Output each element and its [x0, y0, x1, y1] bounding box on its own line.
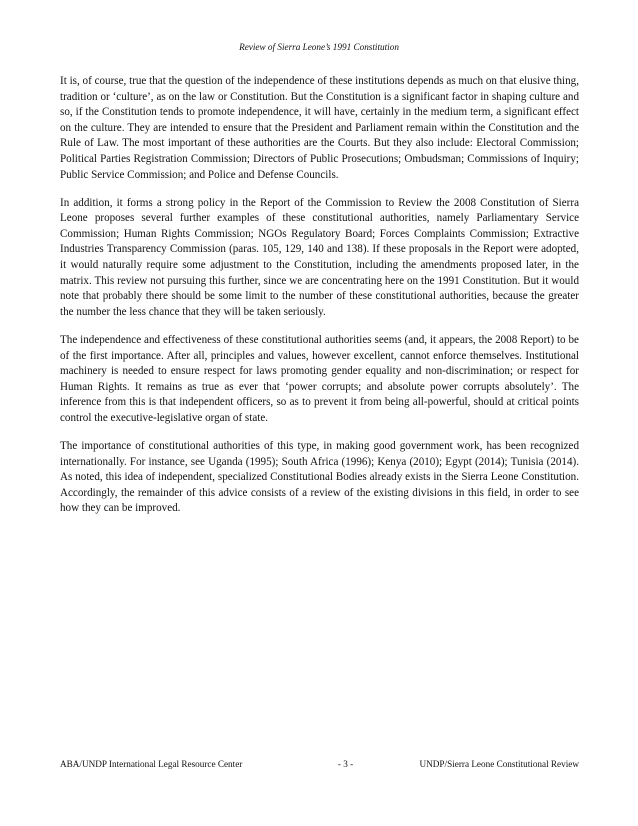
- paragraph-effectiveness: The independence and effectiveness of these constitutional authorities seems (and, it appears, the 2008 Report) to be of the first importance. After all, principles and values, however excellent, cannot enforce themselves. Institutional machinery is needed to ensure respect for laws promoting gender equality and non-discrimination; or respect for Human Rights. It remains as true as ever that ‘power corrupts; and absolute power corrupts absolutely’. The inference from this is that independent officers, so as to prevent it from being all-powerful, should at critical points control the executive-legislative organ of state.: [60, 333, 579, 424]
- running-header: Review of Sierra Leone’s 1991 Constitution: [239, 42, 399, 52]
- page-number: - 3 -: [337, 759, 354, 769]
- footer-organization: ABA/UNDP International Legal Resource Center: [60, 759, 243, 769]
- paragraph-international-recognition: The importance of constitutional authorities of this type, in making good government work, has been recognized internationally. For instance, see Uganda (1995); South Africa (1996); Kenya (2010); Egypt (2014); Tunisia (2014). As noted, this idea of independent, specialized Constitutional Bodies already exists in the Sierra Leone Constitution. Accordingly, the remainder of this advice consists of a review of the existing divisions in this field, in order to see how they can be improved.: [60, 439, 579, 515]
- page-body: [60, 74, 579, 529]
- paragraph-independence-culture: It is, of course, true that the question of the independence of these institutions depends as much on that elusive thing, tradition or ‘culture’, as on the law or Constitution. But the Constitution is a significant factor in shaping culture and so, if the Constitution tends to promote independence, it will have, certainly in the medium term, a significant effect on the culture. They are intended to ensure that the President and Parliament remain within the Constitution and the Rule of Law. The most important of these authorities are the Courts. But they also include: Electoral Commission; Political Parties Registration Commission; Directors of Public Prosecutions; Ombudsman; Commissions of Inquiry; Public Service Commission; and Police and Defense Councils.: [60, 75, 579, 181]
- paragraph-2008-report-proposals: In addition, it forms a strong policy in the Report of the Commission to Review the 2008 Constitution of Sierra Leone proposes several further examples of these constitutional authorities, namely Parliamentary Service Commission; Human Rights Commission; NGOs Regulatory Board; Forces Complaints Commission; Extractive Industries Transparency Commission (paras. 105, 129, 140 and 138). If these proposals in the Report were adopted, it would naturally require some adjustment to the Constitution, including the amendments proposed later, in the matrix. This review not pursuing this further, since we are concentrating here on the 1991 Constitution. But it would note that probably there should be some limit to the number of these constitutional authorities, because the greater the number the less chance that they will be taken seriously.: [60, 196, 579, 318]
- page-footer: [60, 758, 579, 772]
- footer-project: UNDP/Sierra Leone Constitutional Review: [419, 759, 579, 769]
